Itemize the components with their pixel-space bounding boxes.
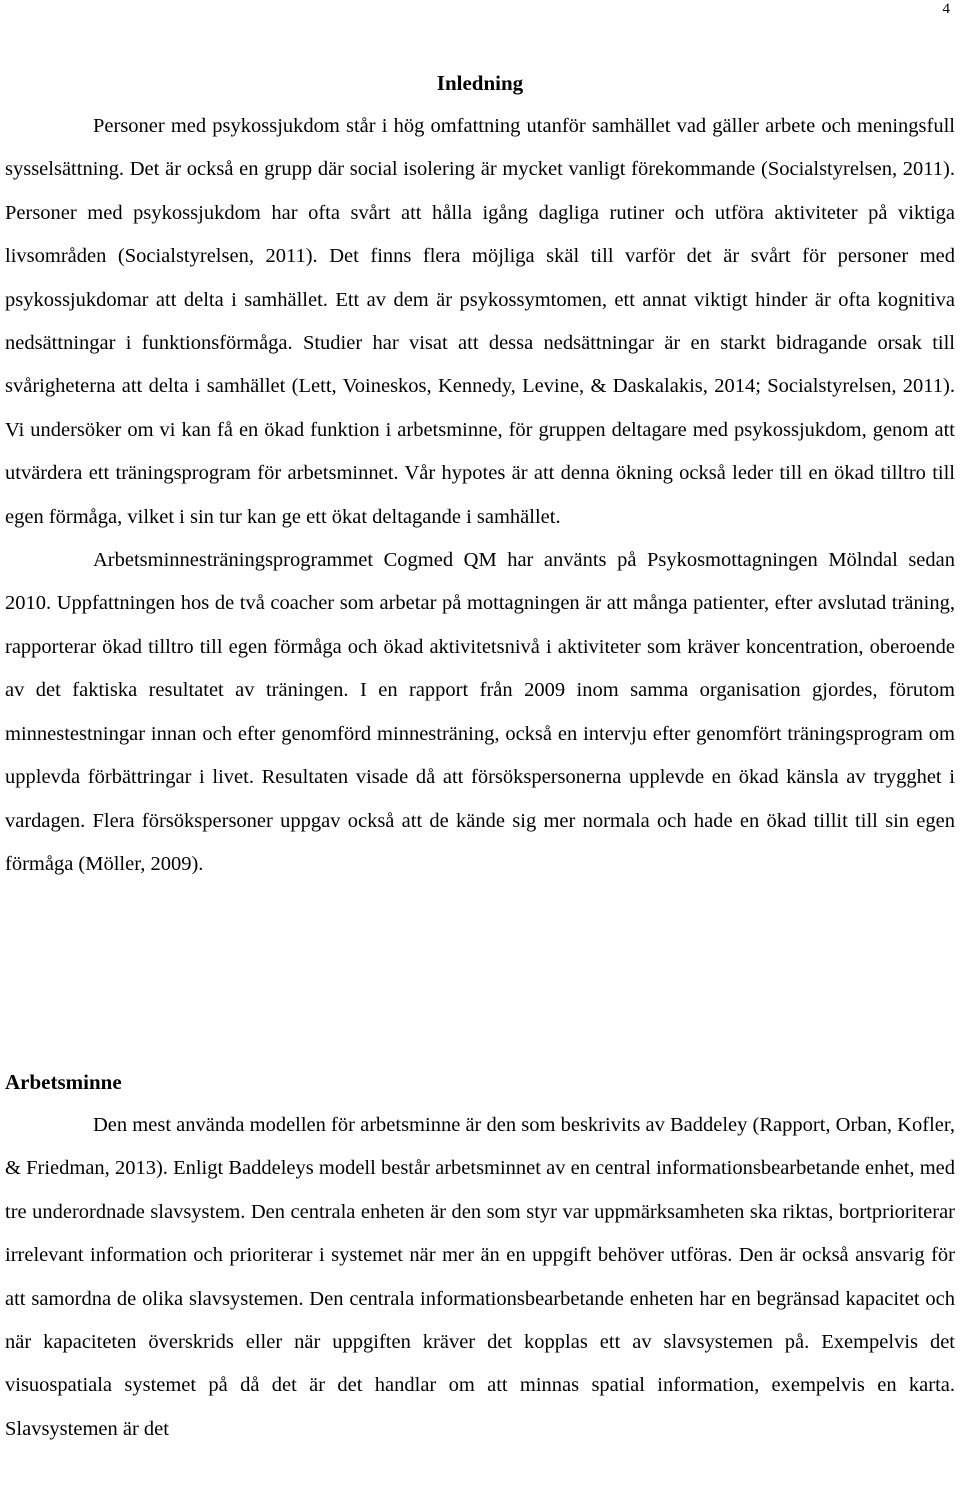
page-number: 4 xyxy=(942,1,950,17)
section-body-arbetsminne xyxy=(5,1104,955,1451)
paragraph: Den mest använda modellen för arbetsminne är den som beskrivits av Baddeley (Rapport, Orban, Kofler, & Friedman, 2013). Enligt Baddeleys modell består arbetsminnet av en central informationsbearbetande enhet, med tre underordnade slavsystem. Den centrala enheten är den som styr var uppmärksamheten ska riktas, bortprioriterar irrelevant information och prioriterar i systemet när mer än en uppgift behöver utföras. Den är också ansvarig för att samordna de olika slavsystemen. Den centrala informationsbearbetande enheten har en begränsad kapacitet och när kapaciteten överskrids eller när uppgiften kräver det kopplas ett av slavsystemen på. Exempelvis det visuospatiala systemet på då det är det handlar om att minnas spatial information, exempelvis en karta. Slavsystemen är det xyxy=(5,1114,955,1440)
paragraph: Personer med psykossjukdom står i hög omfattning utanför samhället vad gäller arbete och meningsfull sysselsättning. Det är också en grupp där social isolering är mycket vanligt förekommande (Socialstyrelsen, 2011). Personer med psykossjukdom har ofta svårt att hålla igång dagliga rutiner och utföra aktiviteter på viktiga livsområden (Socialstyrelsen, 2011). Det finns flera möjliga skäl till varför det är svårt för personer med psykossjukdomar att delta i samhället. Ett av dem är psykossymtomen, ett annat viktigt hinder är ofta kognitiva nedsättningar i funktionsförmåga. Studier har visat att dessa nedsättningar är en starkt bidragande orsak till svårigheterna att delta i samhället (Lett, Voineskos, Kennedy, Levine, & Daskalakis, 2014; Socialstyrelsen, 2011). Vi undersöker om vi kan få en ökad funktion i arbetsminne, för gruppen deltagare med psykossjukdom, genom att utvärdera ett träningsprogram för arbetsminnet. Vår hypotes är att denna ökning också leder till en ökad tilltro till egen förmåga, vilket i sin tur kan ge ett ökat deltagande i samhället. xyxy=(5,115,955,528)
section-body-inledning xyxy=(5,105,955,886)
paragraph: Arbetsminnesträningsprogrammet Cogmed QM har använts på Psykosmottagningen Mölndal sedan 2010. Uppfattningen hos de två coacher som arbetar på mottagningen är att många patienter, efter avslutad träning, rapporterar ökad tilltro till egen förmåga och ökad aktivitetsnivå i aktiviteter som kräver koncentration, oberoende av det faktiska resultatet av träningen. I en rapport från 2009 inom samma organisation gjordes, förutom minnestestningar innan och efter genomförd minnesträning, också en intervju efter genomfört träningsprogram om upplevda förbättringar i livet. Resultaten visade då att försökspersonerna upplevde en ökad känsla av trygghet i vardagen. Flera försökspersoner uppgav också att de kände sig mer normala och hade en ökad tillit till sin egen förmåga (Möller, 2009). xyxy=(5,549,955,875)
section-heading-arbetsminne: Arbetsminne xyxy=(5,1070,122,1094)
section-heading-inledning: Inledning xyxy=(436,71,524,95)
